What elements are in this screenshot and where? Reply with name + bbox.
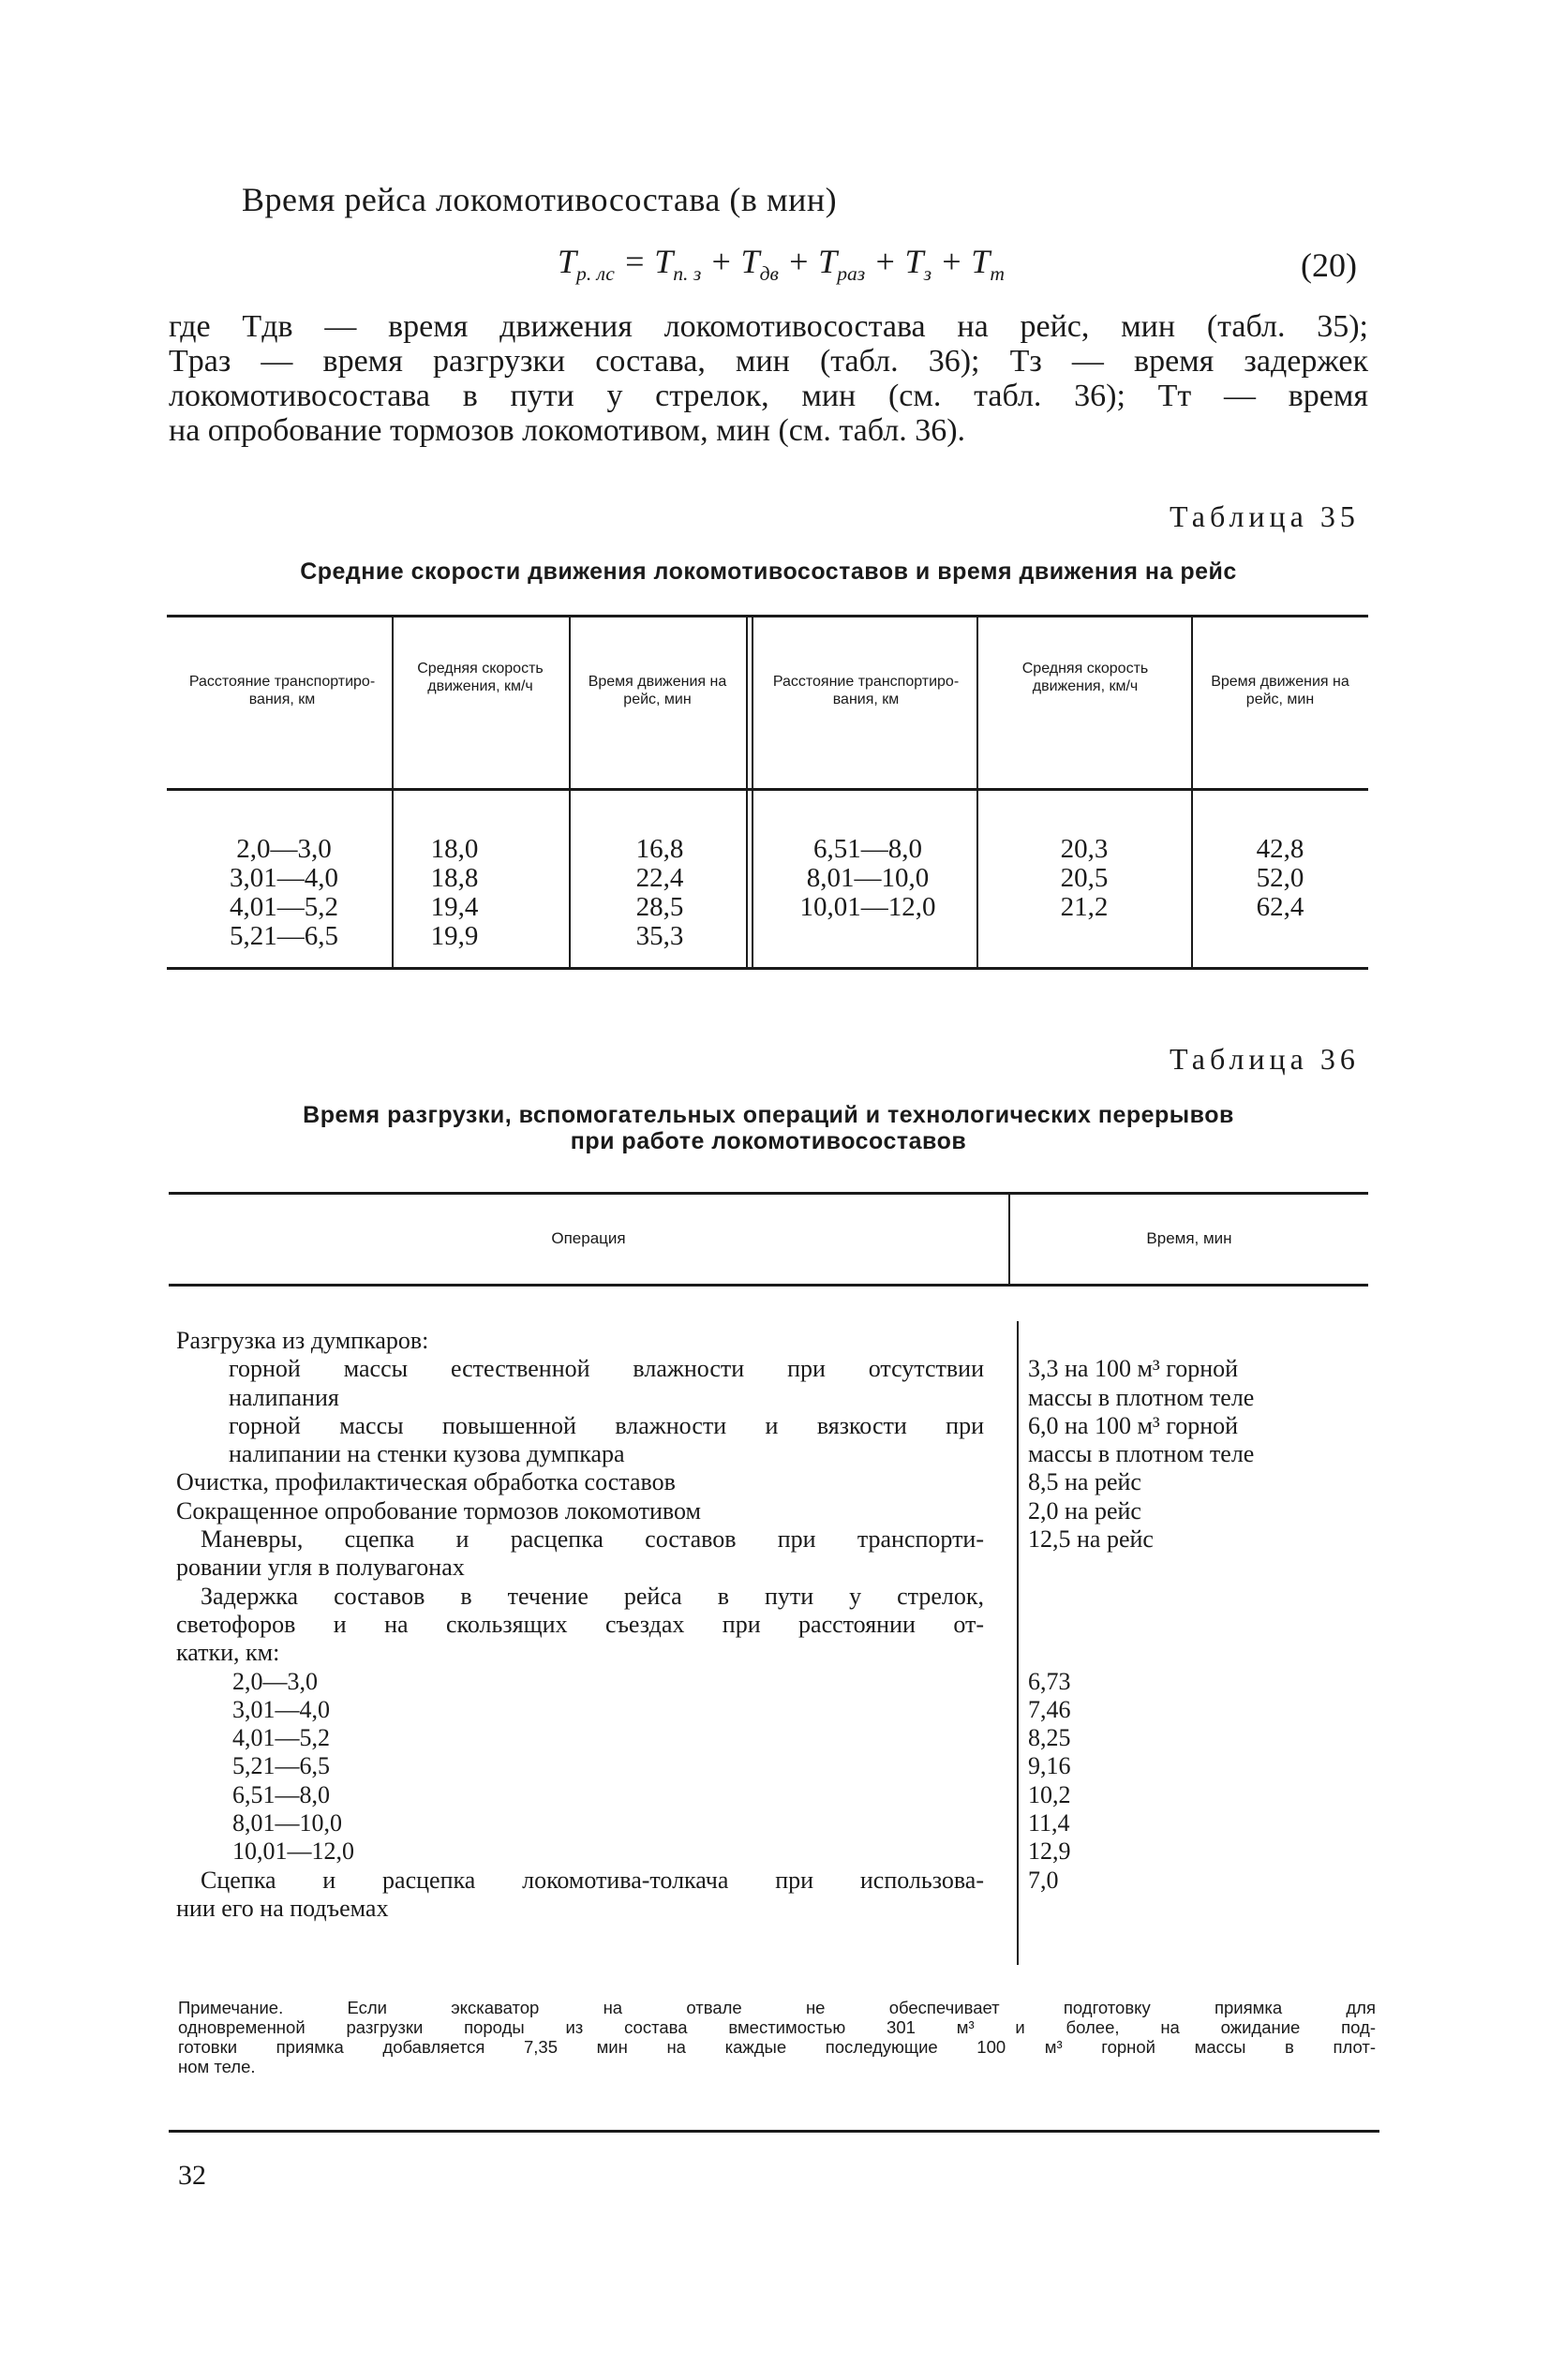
table35-header: Расстояние транспортиро-вания, км bbox=[188, 674, 376, 707]
time-line: 6,0 на 100 м³ горной bbox=[1028, 1411, 1239, 1439]
operation-line: налипании на стенки кузова думпкара bbox=[229, 1440, 625, 1468]
formula-term-sub: з bbox=[923, 262, 931, 286]
table-cell: 8,01—10,0 bbox=[806, 863, 930, 893]
time-line bbox=[1028, 1639, 1347, 1667]
table35-header: Средняя скорость движения, км/ч bbox=[1021, 661, 1149, 694]
table-cell: 52,0 bbox=[1256, 863, 1304, 893]
table35-header: Расстояние транспортиро-вания, км bbox=[772, 674, 960, 707]
table-col-divider bbox=[752, 617, 753, 967]
definitions-line: локомотивосостава в пути у стрелок, мин (см. табл. 36); Tт — время bbox=[169, 379, 1368, 413]
table35-header: Время движения на рейс, мин bbox=[588, 674, 727, 707]
note-line: Примечание. Если экскаватор на отвале не обеспечивает подготовку приямка для bbox=[178, 1998, 1376, 2017]
operation-line: 2,0—3,0 bbox=[232, 1667, 318, 1695]
table36-title-line: Время разгрузки, вспомогательных операций и технологических перерывов bbox=[303, 1102, 1234, 1128]
definitions-paragraph bbox=[169, 309, 1368, 448]
table36-operations bbox=[176, 1327, 984, 1923]
time-line bbox=[1028, 1327, 1347, 1355]
equation-number: (20) bbox=[1301, 246, 1357, 284]
table-cell: 18,8 bbox=[430, 863, 479, 893]
operation-line: 3,01—4,0 bbox=[232, 1695, 330, 1723]
operation-line: Маневры, сцепка и расцепка составов при транспорти- bbox=[201, 1525, 984, 1554]
note-line: одновременной разгрузки породы из состава вместимостью 301 м³ и более, на ожидание под- bbox=[178, 2017, 1376, 2037]
note-line: ном теле. bbox=[178, 2057, 256, 2076]
time-line: 11,4 bbox=[1028, 1809, 1070, 1837]
time-line: 12,9 bbox=[1028, 1837, 1071, 1866]
time-line: 7,0 bbox=[1028, 1866, 1059, 1894]
table-cell: 21,2 bbox=[1060, 892, 1109, 922]
time-line: 7,46 bbox=[1028, 1695, 1071, 1723]
time-line: 10,2 bbox=[1028, 1780, 1071, 1808]
table-cell: 2,0—3,0 bbox=[236, 834, 332, 864]
table-cell: 42,8 bbox=[1256, 834, 1304, 864]
operation-line: Сокращенное опробование тормозов локомотивом bbox=[176, 1496, 701, 1525]
formula-plus: + bbox=[865, 243, 905, 280]
table36-header-time: Время, мин bbox=[1146, 1229, 1232, 1247]
operation-line: Очистка, профилактическая обработка составов bbox=[176, 1468, 676, 1496]
table-cell: 62,4 bbox=[1256, 892, 1304, 922]
formula-term-sub: п. з bbox=[673, 262, 702, 286]
table-cell: 20,5 bbox=[1060, 863, 1109, 893]
formula-plus: + bbox=[778, 243, 819, 280]
operation-line: катки, км: bbox=[176, 1639, 280, 1667]
operation-line: Разгрузка из думпкаров: bbox=[176, 1327, 429, 1354]
table35-col-time-2 bbox=[1193, 835, 1367, 922]
table-cell: 6,51—8,0 bbox=[813, 834, 922, 864]
table35-header: Время движения на рейс, мин bbox=[1211, 674, 1349, 707]
table-cell: 19,4 bbox=[430, 892, 479, 922]
table35-title: Средние скорости движения локомотивосоставов и время движения на рейс bbox=[300, 558, 1237, 585]
operation-line: горной массы естественной влажности при отсутствии bbox=[229, 1355, 984, 1383]
time-line: 6,73 bbox=[1028, 1667, 1071, 1695]
table-rule bbox=[167, 788, 1368, 791]
time-line bbox=[1028, 1583, 1347, 1611]
table-cell: 3,01—4,0 bbox=[230, 863, 338, 893]
formula-term: T bbox=[971, 243, 991, 280]
table35-col-speed-2 bbox=[978, 835, 1190, 922]
operation-line: светофоров и на скользящих съездах при расстоянии от- bbox=[176, 1610, 984, 1638]
time-line bbox=[1028, 1554, 1347, 1582]
table-rule bbox=[167, 615, 1368, 617]
table-rule bbox=[167, 967, 1368, 970]
time-line: 12,5 на рейс bbox=[1028, 1525, 1154, 1554]
operation-line: Сцепка и расцепка локомотива-толкача при использова- bbox=[201, 1866, 984, 1894]
operation-line: Задержка составов в течение рейса в пути у стрелок, bbox=[201, 1582, 984, 1610]
note-line: готовки приямка добавляется 7,35 мин на каждые последующие 100 м³ горной массы в плот- bbox=[178, 2037, 1376, 2057]
formula-lhs-sub: р. лс bbox=[576, 262, 615, 286]
footer-rule bbox=[169, 2130, 1379, 2133]
formula-eq: = bbox=[614, 243, 655, 280]
table-cell: 5,21—6,5 bbox=[230, 921, 338, 951]
table-cell: 35,3 bbox=[635, 921, 684, 951]
table36-title bbox=[169, 1102, 1368, 1154]
formula-term-sub: дв bbox=[759, 262, 779, 286]
page-number: 32 bbox=[178, 2160, 206, 2191]
formula-term: T bbox=[904, 243, 924, 280]
operation-line: нии его на подъемах bbox=[176, 1894, 389, 1922]
table-cell: 16,8 bbox=[635, 834, 684, 864]
definitions-line: где Tдв — время движения локомотивосостава на рейс, мин (табл. 35); bbox=[169, 309, 1368, 344]
definitions-line: на опробование тормозов локомотивом, мин (см. табл. 36). bbox=[169, 413, 966, 448]
table35-col-speed bbox=[394, 835, 515, 951]
table35-col-distance-2 bbox=[757, 835, 978, 922]
table-cell: 18,0 bbox=[430, 834, 479, 864]
table-cell: 4,01—5,2 bbox=[230, 892, 338, 922]
intro-text: Время рейса локомотивосостава (в мин) bbox=[242, 181, 838, 218]
operation-line: 8,01—10,0 bbox=[232, 1809, 342, 1837]
time-line: 8,5 на рейс bbox=[1028, 1468, 1141, 1496]
table-cell: 20,3 bbox=[1060, 834, 1109, 864]
time-line: 2,0 на рейс bbox=[1028, 1496, 1141, 1525]
formula-term: T bbox=[654, 243, 674, 280]
time-line: 9,16 bbox=[1028, 1752, 1071, 1780]
time-line: массы в плотном теле bbox=[1028, 1440, 1255, 1468]
formula-lhs: T bbox=[558, 243, 577, 280]
operation-line: ровании угля в полувагонах bbox=[176, 1554, 465, 1582]
operation-line: 6,51—8,0 bbox=[232, 1780, 330, 1808]
formula-term-sub: т bbox=[990, 262, 1005, 286]
table36-times bbox=[1028, 1327, 1347, 1895]
table35-col-distance bbox=[176, 835, 392, 951]
operation-line: 10,01—12,0 bbox=[232, 1837, 354, 1866]
table35-label: Таблица 35 bbox=[1170, 499, 1360, 533]
table36-header-operation: Операция bbox=[551, 1229, 626, 1247]
operation-line: 4,01—5,2 bbox=[232, 1724, 330, 1752]
table-rule bbox=[169, 1284, 1368, 1287]
time-line: 3,3 на 100 м³ горной bbox=[1028, 1355, 1239, 1383]
definitions-line: Tраз — время разгрузки состава, мин (табл. 36); Tз — время задержек bbox=[169, 344, 1368, 379]
formula-term: T bbox=[740, 243, 760, 280]
table-note bbox=[178, 1998, 1376, 2076]
table35-col-time bbox=[571, 835, 749, 951]
formula-plus: + bbox=[701, 243, 741, 280]
formula-term: T bbox=[818, 243, 838, 280]
table36-label: Таблица 36 bbox=[1170, 1042, 1360, 1076]
time-line bbox=[1028, 1611, 1347, 1639]
table-cell: 19,9 bbox=[430, 921, 479, 951]
table-col-divider bbox=[1017, 1321, 1019, 1965]
table-cell: 22,4 bbox=[635, 863, 684, 893]
table35-header: Средняя скорость движения, км/ч bbox=[417, 661, 544, 694]
formula-term-sub: раз bbox=[837, 262, 866, 286]
time-line: 8,25 bbox=[1028, 1724, 1071, 1752]
table-cell: 28,5 bbox=[635, 892, 684, 922]
formula-plus: + bbox=[931, 243, 972, 280]
formula bbox=[558, 242, 1005, 286]
operation-line: горной массы повышенной влажности и вязкости при bbox=[229, 1411, 984, 1439]
table-cell: 10,01—12,0 bbox=[799, 892, 936, 922]
operation-line: налипания bbox=[229, 1383, 339, 1411]
table-rule bbox=[169, 1192, 1368, 1195]
time-line: массы в плотном теле bbox=[1028, 1383, 1255, 1411]
operation-line: 5,21—6,5 bbox=[232, 1752, 330, 1780]
table36-title-line: при работе локомотивосоставов bbox=[570, 1128, 967, 1154]
